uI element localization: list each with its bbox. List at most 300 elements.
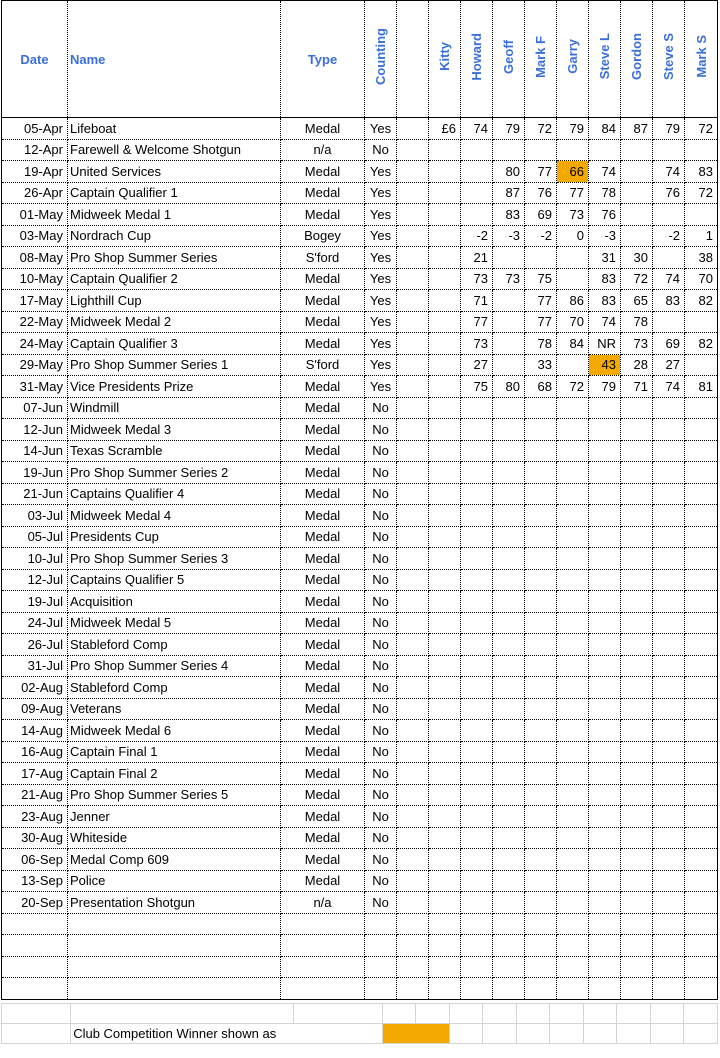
empty-cell[interactable] bbox=[557, 913, 589, 935]
header-player-howard[interactable] bbox=[461, 1, 493, 118]
score-cell[interactable] bbox=[493, 419, 525, 441]
score-cell[interactable]: 76 bbox=[525, 182, 557, 204]
score-cell[interactable] bbox=[621, 526, 653, 548]
score-cell[interactable] bbox=[461, 548, 493, 570]
score-cell[interactable] bbox=[493, 548, 525, 570]
date-cell[interactable]: 09-Aug bbox=[2, 698, 68, 720]
score-cell[interactable]: 38 bbox=[685, 247, 718, 269]
empty-cell[interactable] bbox=[589, 978, 621, 1000]
score-cell[interactable] bbox=[493, 892, 525, 914]
score-cell[interactable]: 68 bbox=[525, 376, 557, 398]
score-cell[interactable] bbox=[429, 333, 461, 355]
name-cell[interactable]: Presentation Shotgun bbox=[68, 892, 281, 914]
name-cell[interactable]: Pro Shop Summer Series 5 bbox=[68, 784, 281, 806]
counting-cell[interactable]: No bbox=[365, 548, 397, 570]
score-cell[interactable]: 83 bbox=[653, 290, 685, 312]
blank-cell[interactable] bbox=[397, 591, 429, 613]
type-cell[interactable]: Medal bbox=[281, 784, 365, 806]
empty-cell[interactable] bbox=[653, 978, 685, 1000]
score-cell[interactable] bbox=[429, 720, 461, 742]
score-cell[interactable] bbox=[621, 462, 653, 484]
blank-cell[interactable] bbox=[397, 397, 429, 419]
score-cell[interactable] bbox=[653, 139, 685, 161]
score-cell[interactable] bbox=[621, 397, 653, 419]
score-cell[interactable] bbox=[589, 612, 621, 634]
score-cell[interactable]: 70 bbox=[557, 311, 589, 333]
score-cell[interactable] bbox=[621, 655, 653, 677]
score-cell[interactable] bbox=[621, 827, 653, 849]
score-cell[interactable] bbox=[525, 827, 557, 849]
score-cell[interactable] bbox=[557, 419, 589, 441]
score-cell[interactable] bbox=[429, 440, 461, 462]
score-cell[interactable] bbox=[429, 677, 461, 699]
score-cell[interactable] bbox=[461, 655, 493, 677]
score-cell[interactable] bbox=[621, 720, 653, 742]
header-player-steve-l[interactable] bbox=[589, 1, 621, 118]
empty-cell[interactable] bbox=[461, 935, 493, 957]
empty-cell[interactable] bbox=[2, 935, 68, 957]
score-cell[interactable] bbox=[493, 333, 525, 355]
blank-cell[interactable] bbox=[397, 870, 429, 892]
score-cell[interactable] bbox=[685, 634, 718, 656]
counting-cell[interactable]: No bbox=[365, 720, 397, 742]
score-cell[interactable] bbox=[685, 483, 718, 505]
score-cell[interactable] bbox=[461, 849, 493, 871]
score-cell[interactable] bbox=[461, 139, 493, 161]
name-cell[interactable]: Stableford Comp bbox=[68, 634, 281, 656]
name-cell[interactable]: Jenner bbox=[68, 806, 281, 828]
score-cell[interactable] bbox=[525, 419, 557, 441]
empty-cell[interactable] bbox=[365, 956, 397, 978]
score-cell[interactable] bbox=[525, 806, 557, 828]
score-cell[interactable]: -3 bbox=[493, 225, 525, 247]
score-cell[interactable] bbox=[589, 827, 621, 849]
score-cell[interactable] bbox=[685, 440, 718, 462]
score-cell[interactable]: -2 bbox=[525, 225, 557, 247]
score-cell[interactable]: 71 bbox=[621, 376, 653, 398]
blank-cell[interactable] bbox=[397, 440, 429, 462]
name-cell[interactable]: Veterans bbox=[68, 698, 281, 720]
score-cell[interactable] bbox=[621, 569, 653, 591]
counting-cell[interactable]: Yes bbox=[365, 311, 397, 333]
score-cell[interactable] bbox=[461, 505, 493, 527]
type-cell[interactable]: Medal bbox=[281, 634, 365, 656]
date-cell[interactable]: 17-Aug bbox=[2, 763, 68, 785]
score-cell[interactable] bbox=[685, 784, 718, 806]
score-cell[interactable]: £6 bbox=[429, 118, 461, 140]
empty-cell[interactable] bbox=[557, 978, 589, 1000]
type-cell[interactable]: Medal bbox=[281, 118, 365, 140]
score-cell[interactable] bbox=[621, 870, 653, 892]
header-player-steve-s[interactable] bbox=[653, 1, 685, 118]
blank-cell[interactable] bbox=[397, 290, 429, 312]
score-cell[interactable] bbox=[589, 397, 621, 419]
score-cell[interactable] bbox=[525, 247, 557, 269]
empty-cell[interactable] bbox=[429, 978, 461, 1000]
blank-cell[interactable] bbox=[397, 569, 429, 591]
date-cell[interactable]: 08-May bbox=[2, 247, 68, 269]
name-cell[interactable]: Whiteside bbox=[68, 827, 281, 849]
score-cell[interactable] bbox=[589, 892, 621, 914]
score-cell[interactable] bbox=[653, 677, 685, 699]
score-cell[interactable] bbox=[429, 698, 461, 720]
name-cell[interactable]: Police bbox=[68, 870, 281, 892]
score-cell[interactable] bbox=[685, 139, 718, 161]
counting-cell[interactable]: No bbox=[365, 483, 397, 505]
score-cell[interactable]: 43 bbox=[589, 354, 621, 376]
score-cell[interactable]: 65 bbox=[621, 290, 653, 312]
counting-cell[interactable]: No bbox=[365, 505, 397, 527]
score-cell[interactable] bbox=[493, 139, 525, 161]
blank-cell[interactable] bbox=[397, 483, 429, 505]
score-cell[interactable] bbox=[461, 591, 493, 613]
score-cell[interactable]: 83 bbox=[589, 290, 621, 312]
header-date[interactable]: Date bbox=[2, 1, 68, 118]
score-cell[interactable] bbox=[589, 569, 621, 591]
blank-cell[interactable] bbox=[397, 720, 429, 742]
empty-cell[interactable] bbox=[2, 913, 68, 935]
score-cell[interactable] bbox=[493, 741, 525, 763]
type-cell[interactable]: Medal bbox=[281, 182, 365, 204]
counting-cell[interactable]: No bbox=[365, 612, 397, 634]
name-cell[interactable]: Nordrach Cup bbox=[68, 225, 281, 247]
score-cell[interactable] bbox=[589, 870, 621, 892]
score-cell[interactable] bbox=[429, 806, 461, 828]
blank-cell[interactable] bbox=[397, 763, 429, 785]
score-cell[interactable] bbox=[621, 161, 653, 183]
score-cell[interactable]: 80 bbox=[493, 161, 525, 183]
blank-cell[interactable] bbox=[397, 462, 429, 484]
score-cell[interactable] bbox=[685, 849, 718, 871]
empty-cell[interactable] bbox=[493, 935, 525, 957]
score-cell[interactable] bbox=[589, 505, 621, 527]
empty-cell[interactable] bbox=[525, 935, 557, 957]
score-cell[interactable] bbox=[525, 655, 557, 677]
score-cell[interactable] bbox=[621, 698, 653, 720]
empty-cell[interactable] bbox=[461, 978, 493, 1000]
score-cell[interactable] bbox=[429, 354, 461, 376]
score-cell[interactable] bbox=[653, 505, 685, 527]
score-cell[interactable] bbox=[429, 161, 461, 183]
score-cell[interactable]: 27 bbox=[653, 354, 685, 376]
score-cell[interactable] bbox=[461, 634, 493, 656]
date-cell[interactable]: 05-Jul bbox=[2, 526, 68, 548]
date-cell[interactable]: 01-May bbox=[2, 204, 68, 226]
score-cell[interactable] bbox=[557, 462, 589, 484]
empty-cell[interactable] bbox=[685, 978, 718, 1000]
date-cell[interactable]: 31-May bbox=[2, 376, 68, 398]
name-cell[interactable]: Captain Final 1 bbox=[68, 741, 281, 763]
blank-cell[interactable] bbox=[397, 892, 429, 914]
name-cell[interactable]: Midweek Medal 3 bbox=[68, 419, 281, 441]
score-cell[interactable]: 74 bbox=[461, 118, 493, 140]
blank-cell[interactable] bbox=[397, 677, 429, 699]
score-cell[interactable] bbox=[653, 698, 685, 720]
counting-cell[interactable]: Yes bbox=[365, 204, 397, 226]
score-cell[interactable] bbox=[653, 311, 685, 333]
score-cell[interactable] bbox=[461, 806, 493, 828]
score-cell[interactable] bbox=[685, 806, 718, 828]
score-cell[interactable] bbox=[589, 548, 621, 570]
score-cell[interactable] bbox=[653, 806, 685, 828]
score-cell[interactable]: 70 bbox=[685, 268, 718, 290]
type-cell[interactable]: Medal bbox=[281, 741, 365, 763]
score-cell[interactable] bbox=[653, 483, 685, 505]
score-cell[interactable]: 72 bbox=[685, 118, 718, 140]
counting-cell[interactable]: No bbox=[365, 698, 397, 720]
score-cell[interactable] bbox=[429, 204, 461, 226]
blank-cell[interactable] bbox=[397, 376, 429, 398]
date-cell[interactable]: 21-Aug bbox=[2, 784, 68, 806]
score-cell[interactable] bbox=[589, 483, 621, 505]
score-cell[interactable] bbox=[589, 677, 621, 699]
counting-cell[interactable]: Yes bbox=[365, 376, 397, 398]
score-cell[interactable]: 31 bbox=[589, 247, 621, 269]
score-cell[interactable] bbox=[557, 591, 589, 613]
score-cell[interactable] bbox=[557, 354, 589, 376]
counting-cell[interactable]: Yes bbox=[365, 354, 397, 376]
score-cell[interactable] bbox=[557, 247, 589, 269]
score-cell[interactable] bbox=[525, 612, 557, 634]
name-cell[interactable]: Lighthill Cup bbox=[68, 290, 281, 312]
score-cell[interactable] bbox=[589, 741, 621, 763]
type-cell[interactable]: Medal bbox=[281, 612, 365, 634]
score-cell[interactable] bbox=[621, 763, 653, 785]
name-cell[interactable]: United Services bbox=[68, 161, 281, 183]
score-cell[interactable] bbox=[493, 806, 525, 828]
counting-cell[interactable]: No bbox=[365, 634, 397, 656]
score-cell[interactable] bbox=[589, 139, 621, 161]
score-cell[interactable] bbox=[461, 204, 493, 226]
score-cell[interactable] bbox=[429, 741, 461, 763]
score-cell[interactable] bbox=[525, 698, 557, 720]
type-cell[interactable]: S'ford bbox=[281, 354, 365, 376]
empty-cell[interactable] bbox=[2, 978, 68, 1000]
name-cell[interactable]: Presidents Cup bbox=[68, 526, 281, 548]
score-cell[interactable] bbox=[525, 569, 557, 591]
date-cell[interactable]: 10-Jul bbox=[2, 548, 68, 570]
blank-cell[interactable] bbox=[397, 161, 429, 183]
score-cell[interactable] bbox=[461, 419, 493, 441]
score-cell[interactable] bbox=[525, 591, 557, 613]
score-cell[interactable] bbox=[557, 548, 589, 570]
score-cell[interactable] bbox=[557, 634, 589, 656]
score-cell[interactable] bbox=[493, 698, 525, 720]
score-cell[interactable] bbox=[685, 462, 718, 484]
empty-cell[interactable] bbox=[397, 956, 429, 978]
score-cell[interactable] bbox=[685, 720, 718, 742]
counting-cell[interactable]: Yes bbox=[365, 247, 397, 269]
score-cell[interactable] bbox=[653, 892, 685, 914]
score-cell[interactable] bbox=[525, 634, 557, 656]
counting-cell[interactable]: Yes bbox=[365, 225, 397, 247]
score-cell[interactable] bbox=[461, 526, 493, 548]
score-cell[interactable] bbox=[557, 741, 589, 763]
type-cell[interactable]: Medal bbox=[281, 505, 365, 527]
score-cell[interactable] bbox=[685, 827, 718, 849]
blank-cell[interactable] bbox=[397, 333, 429, 355]
score-cell[interactable] bbox=[621, 548, 653, 570]
name-cell[interactable]: Pro Shop Summer Series 3 bbox=[68, 548, 281, 570]
score-cell[interactable] bbox=[461, 440, 493, 462]
score-cell[interactable]: 80 bbox=[493, 376, 525, 398]
empty-cell[interactable] bbox=[589, 913, 621, 935]
score-cell[interactable] bbox=[461, 569, 493, 591]
counting-cell[interactable]: No bbox=[365, 784, 397, 806]
score-cell[interactable] bbox=[429, 870, 461, 892]
empty-cell[interactable] bbox=[281, 913, 365, 935]
type-cell[interactable]: S'ford bbox=[281, 247, 365, 269]
score-cell[interactable] bbox=[685, 870, 718, 892]
counting-cell[interactable]: No bbox=[365, 440, 397, 462]
score-cell[interactable] bbox=[557, 806, 589, 828]
empty-cell[interactable] bbox=[68, 913, 281, 935]
blank-cell[interactable] bbox=[397, 634, 429, 656]
type-cell[interactable]: Medal bbox=[281, 655, 365, 677]
empty-cell[interactable] bbox=[429, 913, 461, 935]
date-cell[interactable]: 14-Aug bbox=[2, 720, 68, 742]
blank-cell[interactable] bbox=[397, 225, 429, 247]
type-cell[interactable]: Medal bbox=[281, 763, 365, 785]
score-cell[interactable] bbox=[461, 784, 493, 806]
score-cell[interactable]: 1 bbox=[685, 225, 718, 247]
counting-cell[interactable]: Yes bbox=[365, 118, 397, 140]
score-cell[interactable] bbox=[493, 290, 525, 312]
date-cell[interactable]: 14-Jun bbox=[2, 440, 68, 462]
counting-cell[interactable]: No bbox=[365, 870, 397, 892]
score-cell[interactable] bbox=[493, 311, 525, 333]
score-cell[interactable] bbox=[557, 698, 589, 720]
score-cell[interactable] bbox=[525, 483, 557, 505]
score-cell[interactable] bbox=[525, 892, 557, 914]
empty-cell[interactable] bbox=[2, 956, 68, 978]
date-cell[interactable]: 30-Aug bbox=[2, 827, 68, 849]
score-cell[interactable] bbox=[621, 225, 653, 247]
score-cell[interactable]: 73 bbox=[493, 268, 525, 290]
score-cell[interactable] bbox=[621, 483, 653, 505]
score-cell[interactable]: 21 bbox=[461, 247, 493, 269]
score-cell[interactable] bbox=[493, 763, 525, 785]
empty-cell[interactable] bbox=[461, 956, 493, 978]
counting-cell[interactable]: No bbox=[365, 741, 397, 763]
score-cell[interactable] bbox=[621, 741, 653, 763]
blank-cell[interactable] bbox=[397, 354, 429, 376]
score-cell[interactable] bbox=[557, 827, 589, 849]
type-cell[interactable]: Medal bbox=[281, 397, 365, 419]
name-cell[interactable]: Lifeboat bbox=[68, 118, 281, 140]
score-cell[interactable] bbox=[429, 612, 461, 634]
name-cell[interactable]: Captain Qualifier 1 bbox=[68, 182, 281, 204]
score-cell[interactable]: 69 bbox=[525, 204, 557, 226]
score-cell[interactable] bbox=[653, 784, 685, 806]
score-cell[interactable] bbox=[525, 720, 557, 742]
date-cell[interactable]: 12-Jul bbox=[2, 569, 68, 591]
score-cell[interactable]: 74 bbox=[589, 161, 621, 183]
score-cell[interactable] bbox=[589, 634, 621, 656]
score-cell[interactable]: 72 bbox=[525, 118, 557, 140]
score-cell[interactable]: 82 bbox=[685, 290, 718, 312]
score-cell[interactable]: 83 bbox=[493, 204, 525, 226]
score-cell[interactable] bbox=[429, 376, 461, 398]
type-cell[interactable]: Medal bbox=[281, 526, 365, 548]
score-cell[interactable] bbox=[493, 784, 525, 806]
score-cell[interactable] bbox=[461, 161, 493, 183]
name-cell[interactable]: Vice Presidents Prize bbox=[68, 376, 281, 398]
type-cell[interactable]: Medal bbox=[281, 591, 365, 613]
score-cell[interactable] bbox=[653, 591, 685, 613]
score-cell[interactable] bbox=[493, 720, 525, 742]
score-cell[interactable] bbox=[621, 440, 653, 462]
empty-cell[interactable] bbox=[589, 935, 621, 957]
score-cell[interactable] bbox=[461, 720, 493, 742]
counting-cell[interactable]: No bbox=[365, 526, 397, 548]
name-cell[interactable]: Captain Final 2 bbox=[68, 763, 281, 785]
score-cell[interactable] bbox=[525, 763, 557, 785]
date-cell[interactable]: 19-Jul bbox=[2, 591, 68, 613]
blank-cell[interactable] bbox=[397, 139, 429, 161]
type-cell[interactable]: Medal bbox=[281, 677, 365, 699]
score-cell[interactable]: 75 bbox=[461, 376, 493, 398]
type-cell[interactable]: Medal bbox=[281, 698, 365, 720]
score-cell[interactable] bbox=[653, 763, 685, 785]
score-cell[interactable] bbox=[429, 655, 461, 677]
score-cell[interactable] bbox=[429, 397, 461, 419]
name-cell[interactable]: Medal Comp 609 bbox=[68, 849, 281, 871]
empty-cell[interactable] bbox=[461, 913, 493, 935]
date-cell[interactable]: 20-Sep bbox=[2, 892, 68, 914]
score-cell[interactable]: 72 bbox=[557, 376, 589, 398]
score-cell[interactable] bbox=[653, 634, 685, 656]
score-cell[interactable] bbox=[429, 591, 461, 613]
score-cell[interactable] bbox=[461, 483, 493, 505]
counting-cell[interactable]: Yes bbox=[365, 182, 397, 204]
counting-cell[interactable]: No bbox=[365, 419, 397, 441]
score-cell[interactable] bbox=[557, 268, 589, 290]
score-cell[interactable]: 69 bbox=[653, 333, 685, 355]
type-cell[interactable]: Medal bbox=[281, 333, 365, 355]
score-cell[interactable]: 74 bbox=[653, 376, 685, 398]
score-cell[interactable]: 84 bbox=[589, 118, 621, 140]
score-cell[interactable]: 27 bbox=[461, 354, 493, 376]
score-cell[interactable] bbox=[557, 397, 589, 419]
score-cell[interactable] bbox=[557, 612, 589, 634]
score-cell[interactable] bbox=[589, 462, 621, 484]
name-cell[interactable]: Acquisition bbox=[68, 591, 281, 613]
score-cell[interactable]: 81 bbox=[685, 376, 718, 398]
type-cell[interactable]: Bogey bbox=[281, 225, 365, 247]
score-cell[interactable]: 79 bbox=[557, 118, 589, 140]
name-cell[interactable]: Captains Qualifier 4 bbox=[68, 483, 281, 505]
empty-cell[interactable] bbox=[429, 935, 461, 957]
score-cell[interactable] bbox=[525, 462, 557, 484]
empty-cell[interactable] bbox=[557, 956, 589, 978]
score-cell[interactable] bbox=[461, 870, 493, 892]
score-cell[interactable] bbox=[685, 892, 718, 914]
name-cell[interactable]: Captain Qualifier 2 bbox=[68, 268, 281, 290]
type-cell[interactable]: Medal bbox=[281, 849, 365, 871]
score-cell[interactable] bbox=[557, 763, 589, 785]
counting-cell[interactable]: No bbox=[365, 569, 397, 591]
score-cell[interactable]: 71 bbox=[461, 290, 493, 312]
score-cell[interactable] bbox=[429, 548, 461, 570]
score-cell[interactable] bbox=[685, 612, 718, 634]
score-cell[interactable] bbox=[525, 548, 557, 570]
type-cell[interactable]: Medal bbox=[281, 440, 365, 462]
name-cell[interactable]: Midweek Medal 5 bbox=[68, 612, 281, 634]
date-cell[interactable]: 26-Apr bbox=[2, 182, 68, 204]
score-cell[interactable] bbox=[685, 763, 718, 785]
empty-cell[interactable] bbox=[653, 956, 685, 978]
